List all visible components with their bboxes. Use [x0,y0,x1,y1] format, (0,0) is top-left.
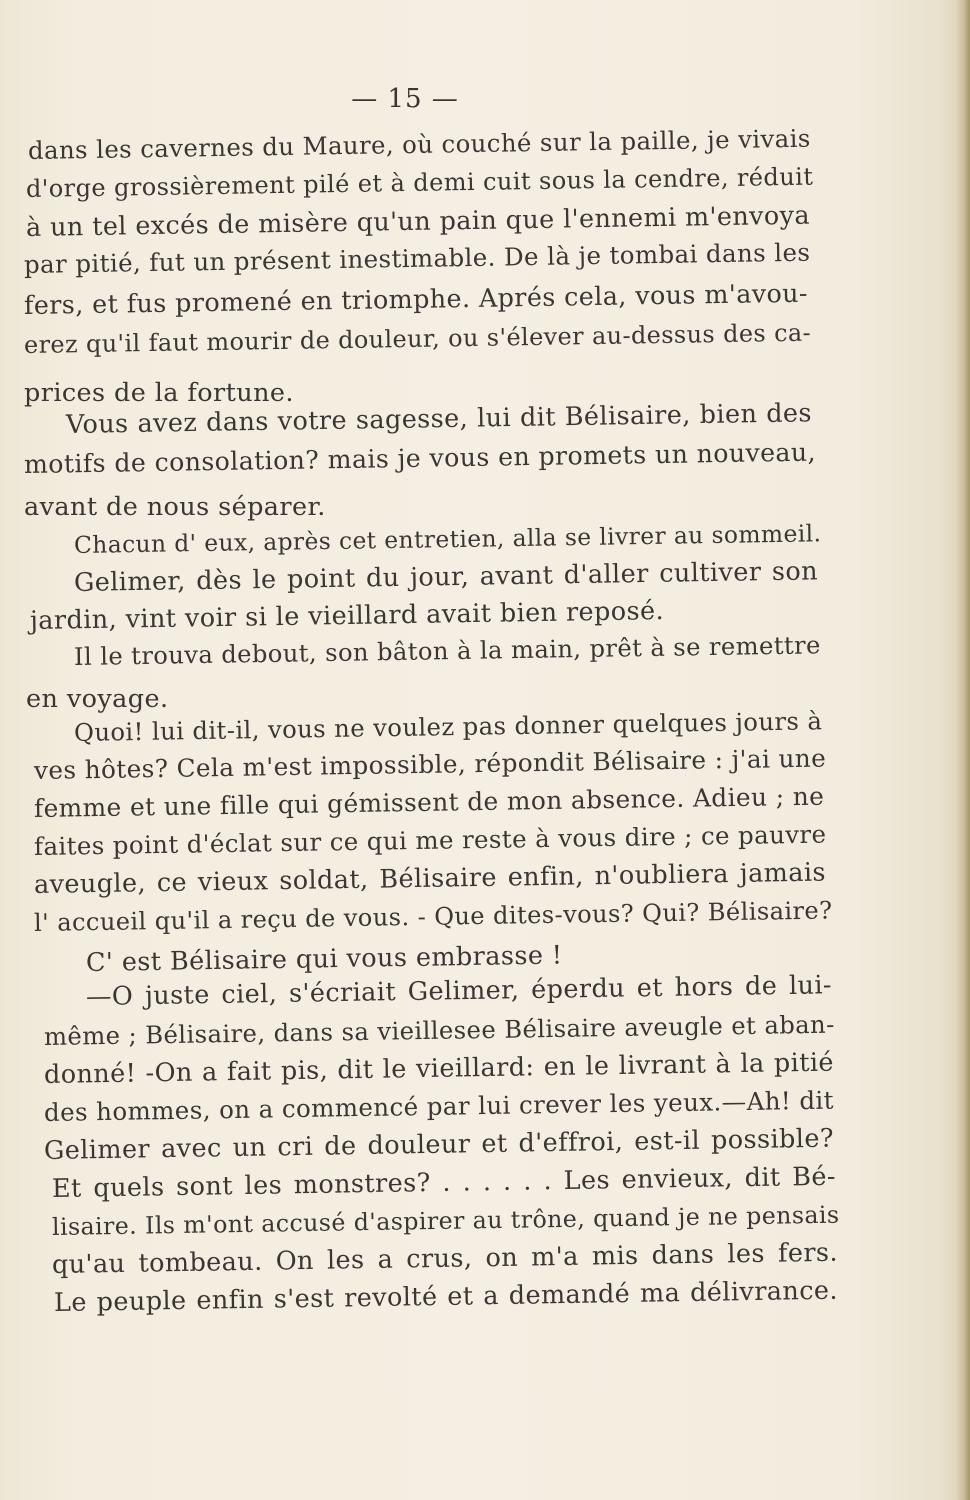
text-line: ves hôtes? Cela m'est impossible, répondit Bélisaire : j'ai une [33,743,827,785]
page-number: — 15 — [351,84,459,114]
text-line: Chacun d' eux, après cet entretien, alla se livrer au sommeil. [73,519,822,559]
text-line: dans les cavernes du Maure, où couché sur la paille, je vivais [27,123,811,165]
text-line: C' est Bélisaire qui vous embrasse ! [85,940,563,978]
text-line: fers, et fus promené en triomphe. Aprés cela, vous m'avou- [23,277,809,320]
text-line: jardin, vint voir si le vieillard avait bien reposé. [29,596,665,636]
text-line: des hommes, on a commencé par lui crever les yeux.—Ah! dit [43,1085,835,1127]
text-line: en voyage. [26,684,169,714]
text-line: Vous avez dans votre sagesse, lui dit Bélisaire, bien des [65,398,813,440]
text-line: même ; Bélisaire, dans sa vieillesee Bélisaire aveugle et aban- [43,1009,835,1051]
text-line: faites point d'éclat sur ce qui me reste à vous dire ; ce pauvre [33,819,827,861]
text-line: motifs de consolation? mais je vous en promets un nouveau, [23,437,817,479]
text-line: erez qu'il faut mourir de douleur, ou s'élever au-dessus des ca- [23,318,812,359]
text-line: —O juste ciel, s'écriait Gelimer, éperdu et hors de lui- [85,970,833,1012]
text-line: Quoi! lui dit-il, vous ne voulez pas donner quelques jours à [73,706,823,747]
text-line: Il le trouva debout, son bâton à la main, prêt à se remettre [73,631,821,671]
text-line: à un tel excés de misère qu'un pain que l'ennemi m'envoya [25,199,811,242]
page-edge [956,0,970,1500]
text-line: l' accueil qu'il a reçu de vous. - Que dites-vous? Qui? Bélisaire? [33,896,833,937]
text-line: par pitié, fut un présent inestimable. De là je tombai dans les [23,237,811,279]
text-line: avant de nous séparer. [24,492,326,522]
text-line: Gelimer, dès le point du jour, avant d'aller cultiver son [73,556,819,598]
text-line: Le peuple enfin s'est revolté et a demandé ma délivrance. [53,1275,839,1318]
text-line: d'orge grossièrement pilé et à demi cuit sous la cendre, réduit [25,162,814,203]
text-line: lisaire. Ils m'ont accusé d'aspirer au trône, quand je ne pensais [51,1200,840,1241]
text-line: Et quels sont les monstres? . . . . . . Les envieux, dit Bé- [51,1161,837,1204]
text-line: aveugle, ce vieux soldat, Bélisaire enfin, n'oubliera jamais [33,857,827,900]
text-line: qu'au tombeau. On les a crus, on m'a mis dans les fers. [51,1237,839,1280]
text-line: Gelimer avec un cri de douleur et d'effroi, est-il possible? [43,1123,835,1166]
text-line: prices de la fortune. [24,378,294,408]
text-line: femme et une fille qui gémissent de mon absence. Adieu ; ne [33,781,825,823]
text-line: donné! -On a fait pis, dit le vieillard: en le livrant à la pitié [43,1047,835,1090]
